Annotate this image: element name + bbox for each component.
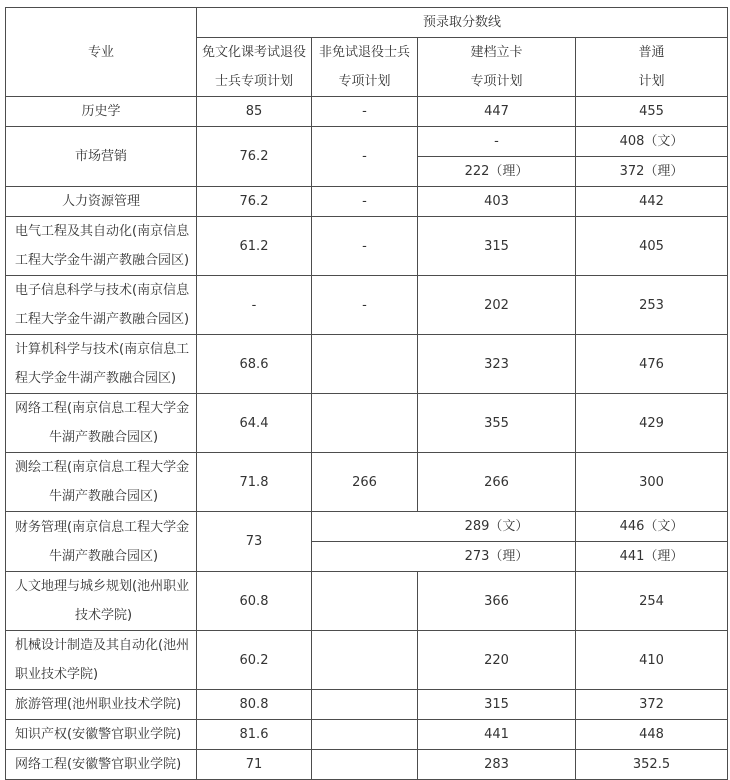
score-cell: - <box>312 276 418 335</box>
score-cell: 81.6 <box>197 720 312 750</box>
score-cell: - <box>312 217 418 276</box>
score-cell <box>312 631 418 690</box>
table-row <box>6 631 728 690</box>
table-row <box>6 335 728 394</box>
major-cell <box>6 512 197 572</box>
score-cell: 76.2 <box>197 127 312 187</box>
score-cell: 85 <box>197 97 312 127</box>
score-cell: 61.2 <box>197 217 312 276</box>
score-cell: 408（文） <box>576 127 728 157</box>
major-line: 牛湖产教融合园区) <box>48 489 159 504</box>
table-row <box>6 187 728 217</box>
major-cell: 历史学 <box>6 97 197 127</box>
score-cell: 323 <box>418 335 576 394</box>
table-row <box>6 394 728 453</box>
score-cell: 254 <box>576 572 728 631</box>
score-cell: 447 <box>418 97 576 127</box>
score-cell: 410 <box>576 631 728 690</box>
score-cell: 289（文） <box>312 512 576 542</box>
header-col-b-line1: 非免试退役士兵 <box>312 38 418 68</box>
score-cell: 455 <box>576 97 728 127</box>
table-row <box>6 720 728 750</box>
table-row <box>6 453 728 512</box>
header-group-title: 预录取分数线 <box>197 8 728 38</box>
major-line: 电气工程及其自动化(南京信息 <box>15 224 190 239</box>
score-cell: 273（理） <box>312 542 576 572</box>
score-cell: 76.2 <box>197 187 312 217</box>
score-cell: 60.2 <box>197 631 312 690</box>
table-row <box>6 690 728 720</box>
major-cell: 人力资源管理 <box>6 187 197 217</box>
score-cell: 266 <box>418 453 576 512</box>
header-col-c-line1: 建档立卡 <box>418 38 576 68</box>
score-cell: 202 <box>418 276 576 335</box>
score-cell: 352.5 <box>576 750 728 780</box>
score-cell: 80.8 <box>197 690 312 720</box>
admission-score-table <box>5 7 728 780</box>
header-row-1 <box>6 8 728 38</box>
header-col-d-line1: 普通 <box>576 38 728 68</box>
major-cell <box>6 453 197 512</box>
score-cell <box>312 572 418 631</box>
score-cell: 315 <box>418 217 576 276</box>
major-line: 财务管理(南京信息工程大学金 <box>15 519 190 535</box>
score-cell: - <box>418 127 576 157</box>
major-line: 网络工程(南京信息工程大学金 <box>15 401 190 416</box>
major-line: 职业技术学院) <box>15 667 99 682</box>
score-cell: 366 <box>418 572 576 631</box>
major-cell <box>6 217 197 276</box>
header-col-c-line2: 专项计划 <box>418 67 576 97</box>
major-line: 人文地理与城乡规划(池州职业 <box>15 579 190 594</box>
table-row <box>6 276 728 335</box>
major-cell <box>6 335 197 394</box>
header-col-a-line1: 免文化课考试退役 <box>197 38 312 68</box>
header-col-b-line2: 专项计划 <box>312 67 418 97</box>
major-cell: 知识产权(安徽警官职业学院) <box>6 720 197 750</box>
table-row <box>6 217 728 276</box>
score-cell: - <box>312 127 418 187</box>
major-line: 计算机科学与技术(南京信息工 <box>15 342 190 357</box>
score-cell: 355 <box>418 394 576 453</box>
major-line: 工程大学金牛湖产教融合园区) <box>15 312 190 327</box>
score-cell: 266 <box>312 453 418 512</box>
table-row <box>6 512 728 542</box>
score-cell <box>312 394 418 453</box>
score-cell: 372 <box>576 690 728 720</box>
major-line: 牛湖产教融合园区) <box>48 548 159 564</box>
score-cell: - <box>312 97 418 127</box>
table-row <box>6 572 728 631</box>
table-row <box>6 750 728 780</box>
score-cell: 71.8 <box>197 453 312 512</box>
major-cell <box>6 572 197 631</box>
score-cell: 429 <box>576 394 728 453</box>
major-line: 工程大学金牛湖产教融合园区) <box>15 253 190 268</box>
header-major: 专业 <box>6 8 197 97</box>
major-line: 技术学院) <box>74 608 133 623</box>
major-cell <box>6 394 197 453</box>
major-line: 电子信息科学与技术(南京信息 <box>15 283 190 298</box>
score-cell: 405 <box>576 217 728 276</box>
score-cell: - <box>312 187 418 217</box>
major-cell: 旅游管理(池州职业技术学院) <box>6 690 197 720</box>
score-cell: 448 <box>576 720 728 750</box>
score-cell: 403 <box>418 187 576 217</box>
score-cell: 315 <box>418 690 576 720</box>
score-cell: 60.8 <box>197 572 312 631</box>
score-cell: 441（理） <box>576 542 728 572</box>
score-cell: 476 <box>576 335 728 394</box>
score-cell: 300 <box>576 453 728 512</box>
score-cell: 73 <box>197 512 312 572</box>
major-cell <box>6 276 197 335</box>
major-line: 牛湖产教融合园区) <box>48 430 159 445</box>
score-cell <box>312 720 418 750</box>
score-cell: 283 <box>418 750 576 780</box>
score-cell: 442 <box>576 187 728 217</box>
score-cell: 222（理） <box>418 157 576 187</box>
table-row <box>6 127 728 157</box>
table-row <box>6 97 728 127</box>
major-line: 机械设计制造及其自动化(池州 <box>15 638 190 653</box>
score-cell: 253 <box>576 276 728 335</box>
score-cell: 446（文） <box>576 512 728 542</box>
header-col-a-line2: 士兵专项计划 <box>197 67 312 97</box>
major-line: 测绘工程(南京信息工程大学金 <box>15 460 190 475</box>
score-cell: 68.6 <box>197 335 312 394</box>
major-cell <box>6 631 197 690</box>
score-cell <box>312 750 418 780</box>
major-cell: 市场营销 <box>6 127 197 187</box>
major-cell: 网络工程(安徽警官职业学院) <box>6 750 197 780</box>
score-cell: 71 <box>197 750 312 780</box>
score-cell: 220 <box>418 631 576 690</box>
score-cell <box>312 335 418 394</box>
score-cell <box>312 690 418 720</box>
score-cell: - <box>197 276 312 335</box>
header-col-d-line2: 计划 <box>576 67 728 97</box>
score-cell: 441 <box>418 720 576 750</box>
score-cell: 372（理） <box>576 157 728 187</box>
score-cell: 64.4 <box>197 394 312 453</box>
major-line: 程大学金牛湖产教融合园区) <box>15 371 177 386</box>
